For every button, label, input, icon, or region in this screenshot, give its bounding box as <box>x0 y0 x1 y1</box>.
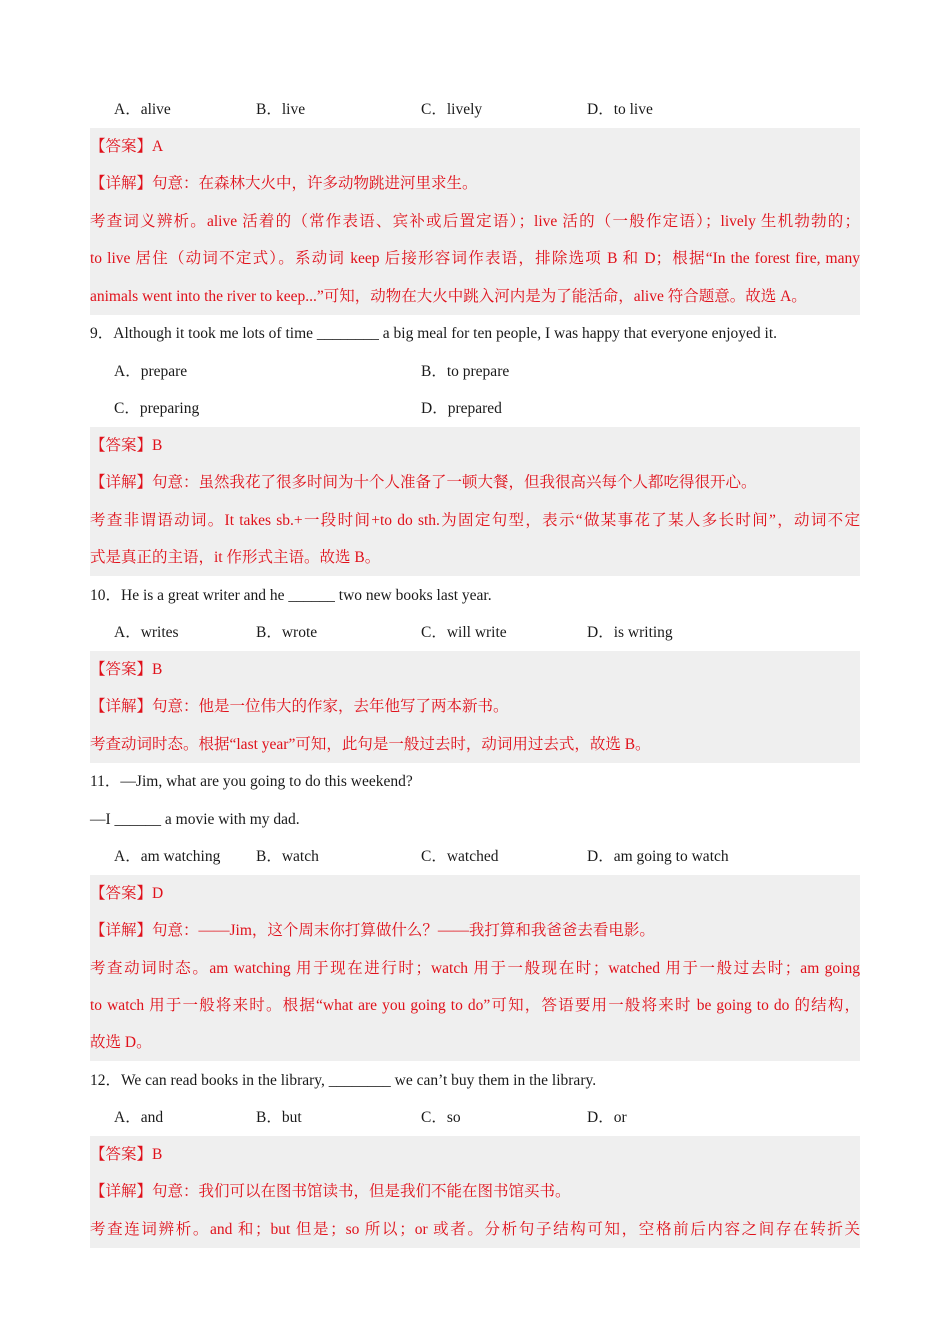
question-12: 12．We can read books in the library, ________ we can’t buy them in the library. <box>90 1072 597 1089</box>
option-d: D．to live <box>587 101 653 118</box>
analysis-line: to watch 用于一般将来时。根据“what are you going to do”可知，答语要用一般将来时 be going to do 的结构， <box>90 997 860 1014</box>
option-b: B．wrote <box>256 624 318 641</box>
option-c: C．so <box>421 1109 461 1126</box>
option-a: A．am watching <box>114 848 221 865</box>
option-b: B．but <box>256 1109 302 1126</box>
analysis-line: 考查词义辨析。alive 活着的（常作表语、宾补或后置定语）；live 活的（一般作定语）；lively 生机勃勃的； <box>90 213 860 230</box>
option-b: B．live <box>256 101 306 118</box>
analysis-line: 考查连词辨析。and 和；but 但是；so 所以；or 或者。分析句子结构可知，空格前后内容之间存在转折关 <box>90 1221 860 1238</box>
question-9: 9．Although it took me lots of time ________ a big meal for ten people, I was happy that everyone enjoyed it. <box>90 325 778 342</box>
analysis-line: 考查动词时态。am watching 用于现在进行时；watch 用于一般现在时；watched 用于一般过去时；am going <box>90 960 860 977</box>
detail-text: 【详解】句意：我们可以在图书馆读书，但是我们不能在图书馆买书。 <box>90 1183 571 1200</box>
option-d: D．am going to watch <box>587 848 729 865</box>
question-11-reply: —I ______ a movie with my dad. <box>90 811 300 828</box>
question-11: 11．—Jim, what are you going to do this weekend? <box>90 773 413 790</box>
option-a: A．alive <box>114 101 171 118</box>
answer-label: 【答案】B <box>90 661 163 678</box>
answer-label: 【答案】B <box>90 1146 163 1163</box>
answer-label: 【答案】A <box>90 138 164 155</box>
detail-text: 【详解】句意：——Jim，这个周末你打算做什么？——我打算和我爸爸去看电影。 <box>90 922 655 939</box>
analysis-line: animals went into the river to keep...”可知，动物在大火中跳入河内是为了能活命，alive 符合题意。故选 A。 <box>90 288 807 305</box>
analysis-line: 式是真正的主语，it 作形式主语。故选 B。 <box>90 549 381 566</box>
option-b: B．to prepare <box>421 363 510 380</box>
option-a: A．and <box>114 1109 164 1126</box>
analysis-line: to live 居住（动词不定式）。系动词 keep 后接形容词作表语，排除选项 B 和 D；根据“In the forest fire, many <box>90 250 860 267</box>
answer-label: 【答案】D <box>90 885 164 902</box>
question-10: 10．He is a great writer and he ______ two new books last year. <box>90 587 492 604</box>
option-a: A．writes <box>114 624 179 641</box>
analysis-line: 故选 D。 <box>90 1034 152 1051</box>
answer-label: 【答案】B <box>90 437 163 454</box>
detail-text: 【详解】句意：虽然我花了很多时间为十个人准备了一顿大餐，但我很高兴每个人都吃得很开心。 <box>90 474 757 491</box>
option-a: A．prepare <box>114 363 188 380</box>
option-d: D．prepared <box>421 400 502 417</box>
analysis-line: 考查动词时态。根据“last year”可知，此句是一般过去时，动词用过去式，故选 B。 <box>90 736 651 753</box>
option-c: C．lively <box>421 101 483 118</box>
option-c: C．watched <box>421 848 499 865</box>
option-c: C．preparing <box>114 400 200 417</box>
detail-text: 【详解】句意：在森林大火中，许多动物跳进河里求生。 <box>90 175 478 192</box>
option-d: D．is writing <box>587 624 673 641</box>
option-c: C．will write <box>421 624 507 641</box>
option-b: B．watch <box>256 848 319 865</box>
detail-text: 【详解】句意：他是一位伟大的作家，去年他写了两本新书。 <box>90 698 509 715</box>
analysis-line: 考查非谓语动词。It takes sb.+一段时间+to do sth.为固定句型，表示“做某事花了某人多长时间”，动词不定 <box>90 512 860 529</box>
option-d: D．or <box>587 1109 627 1126</box>
